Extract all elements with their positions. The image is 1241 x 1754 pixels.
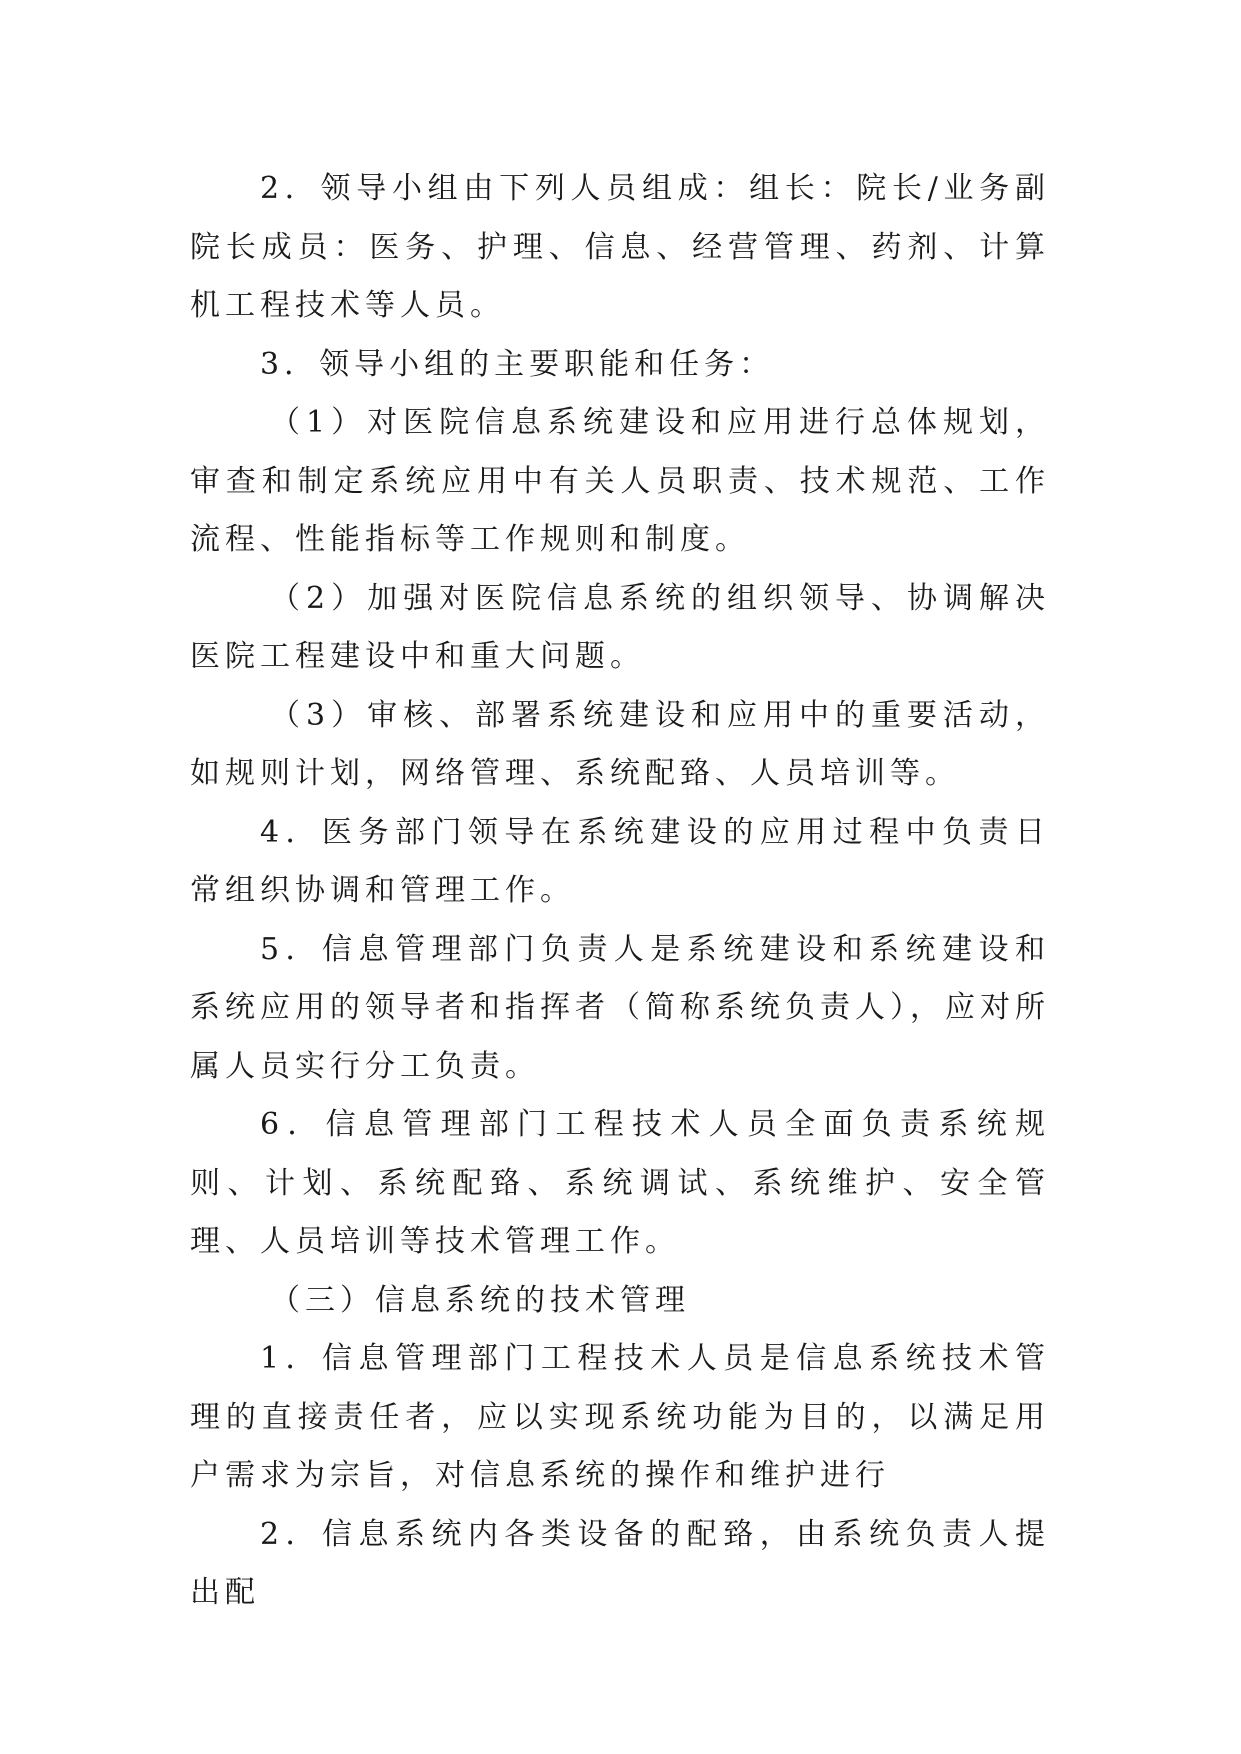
paragraph-function-3: （3）审核、部署系统建设和应用中的重要活动，如规则计划，网络管理、系统配臵、人员培训等。 (190, 697, 1050, 791)
paragraph-function-1: （1）对医院信息系统建设和应用进行总体规划，审查和制定系统应用中有关人员职责、技术规范、工作流程、性能指标等工作规则和制度。 (190, 405, 1050, 557)
document-body (190, 160, 1050, 1623)
paragraph-function-2: （2）加强对医院信息系统的组织领导、协调解决医院工程建设中和重大问题。 (190, 580, 1050, 674)
paragraph-leadership-members: 2．领导小组由下列人员组成：组长：院长/业务副院长成员：医务、护理、信息、经营管理、药剂、计算机工程技术等人员。 (190, 171, 1050, 323)
paragraph-info-dept-engineers: 6．信息管理部门工程技术人员全面负责系统规则、计划、系统配臵、系统调试、系统维护、安全管理、人员培训等技术管理工作。 (190, 1107, 1050, 1259)
paragraph-tech-management-2: 2．信息系统内各类设备的配臵，由系统负责人提出配 (190, 1516, 1050, 1610)
paragraph-medical-dept: 4．医务部门领导在系统建设的应用过程中负责日常组织协调和管理工作。 (190, 814, 1050, 908)
section-heading-tech-management: （三）信息系统的技术管理 (270, 1282, 690, 1318)
paragraph-tech-management-1: 1．信息管理部门工程技术人员是信息系统技术管理的直接责任者，应以实现系统功能为目的，以满足用户需求为宗旨，对信息系统的操作和维护进行 (190, 1341, 1050, 1493)
paragraph-leadership-functions: 3．领导小组的主要职能和任务： (260, 346, 775, 382)
paragraph-info-dept-head: 5．信息管理部门负责人是系统建设和系统建设和系统应用的领导者和指挥者（简称系统负责人），应对所属人员实行分工负责。 (190, 931, 1050, 1084)
